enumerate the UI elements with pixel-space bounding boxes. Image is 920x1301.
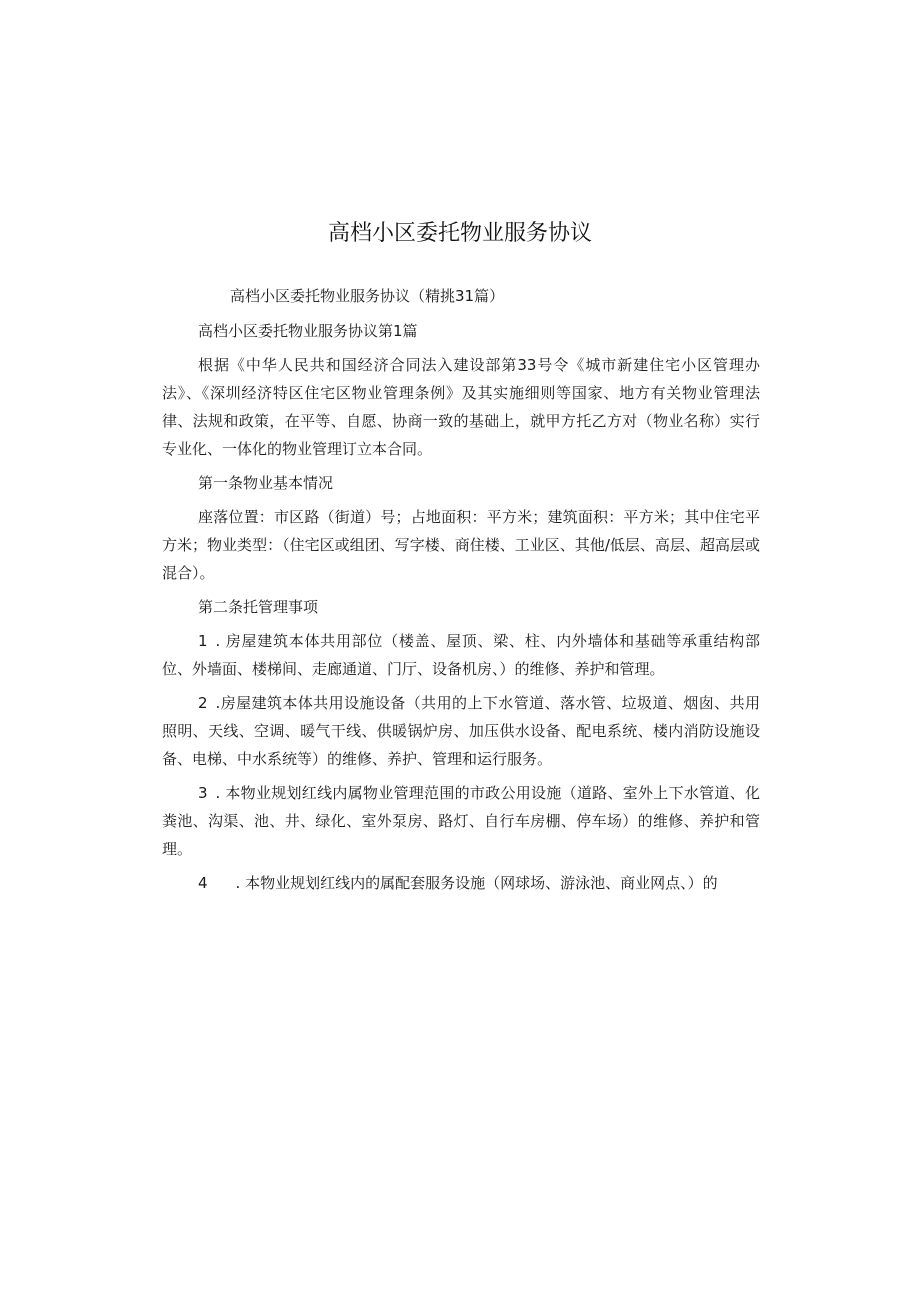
- item-1-text: . 房屋建筑本体共用部位（楼盖、屋顶、梁、柱、内外墙体和基础等承重结构部位、外墙面、楼梯间、走廊通道、门厅、设备机房、）的维修、养护和管理。: [162, 632, 760, 678]
- item-4-text: . 本物业规划红线内的属配套服务设施（网球场、游泳池、商业网点、）的: [235, 874, 718, 892]
- document-body: [162, 282, 760, 903]
- article-2-title: 第二条托管理事项: [198, 598, 319, 616]
- list-item-2: [162, 689, 760, 773]
- item-3-number: 3: [198, 784, 208, 802]
- item-3-text: . 本物业规划红线内属物业管理范围的市政公用设施（道路、室外上下水管道、化粪池、沟渠、池、井、绿化、室外泵房、路灯、自行车房棚、停车场）的维修、养护和管理。: [162, 784, 760, 858]
- list-item-4: [162, 869, 760, 897]
- item-4-number: 4: [198, 874, 208, 892]
- item-1-number: 1: [198, 632, 208, 650]
- list-item-3: [162, 779, 760, 863]
- item-2-number: 2: [198, 694, 208, 712]
- article-1-title: 第一条物业基本情况: [198, 474, 334, 492]
- item-2-text: .房屋建筑本体共用设施设备（共用的上下水管道、落水管、垃圾道、烟囱、共用照明、天线、空调、暖气干线、供暖锅炉房、加压供水设备、配电系统、楼内消防设施设备、电梯、中水系统等）的维修、养护、管理和运行服务。: [162, 694, 760, 768]
- article-1-body: 座落位置：市区路（街道）号；占地面积：平方米；建筑面积：平方米；其中住宅平方米；物业类型：（住宅区或组团、写字楼、商住楼、工业区、其他/低层、高层、超高层或混合）。: [162, 508, 760, 582]
- intro-paragraph: 根据《中华人民共和国经济合同法入建设部第33号令《城市新建住宅小区管理办法》、《深圳经济特区住宅区物业管理条例》及其实施细则等国家、地方有关物业管理法律、法规和政策，在平等、自愿、协商一致的基础上，就甲方托乙方对（物业名称）实行专业化、一体化的物业管理订立本合同。: [162, 356, 760, 458]
- list-item-1: [162, 627, 760, 683]
- document-title: 高档小区委托物业服务协议: [327, 221, 592, 246]
- section-heading: 高档小区委托物业服务协议第1篇: [198, 322, 418, 340]
- document-subtitle: 高档小区委托物业服务协议（精挑31篇）: [230, 287, 505, 305]
